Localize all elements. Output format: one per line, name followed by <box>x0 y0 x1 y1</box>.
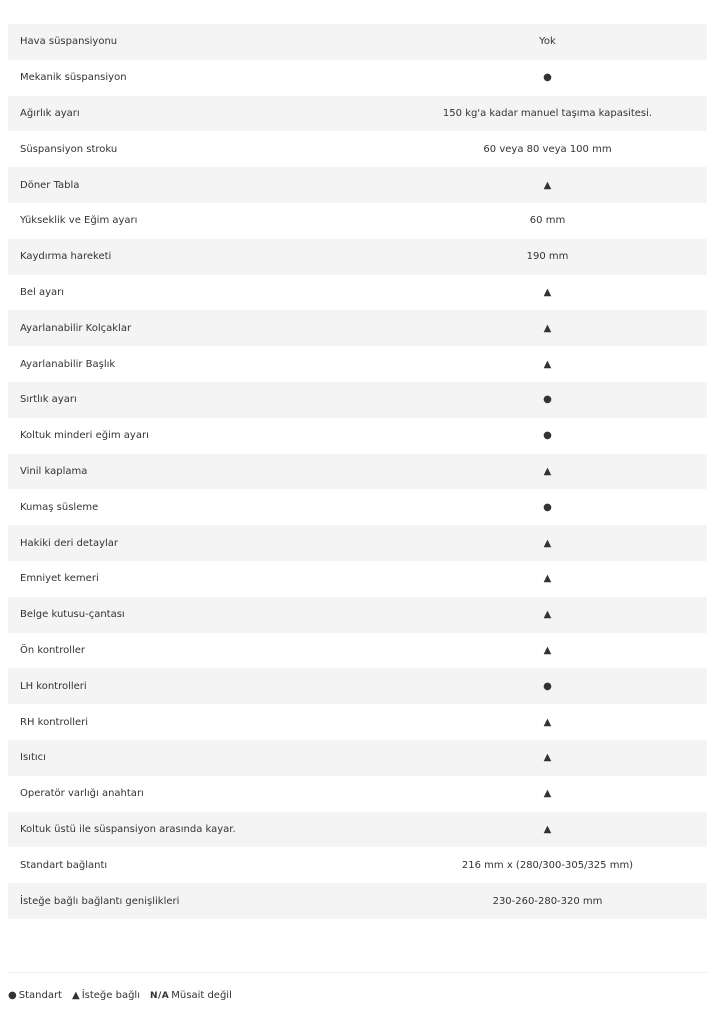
row-value: ▲ <box>543 286 552 298</box>
row-value: ▲ <box>543 537 552 549</box>
row-label: Emniyet kemeri <box>20 573 99 585</box>
row-value: ▲ <box>543 752 552 764</box>
legend-optional-label: İsteğe bağlı <box>81 990 140 1001</box>
table-row <box>8 776 707 812</box>
table-row <box>8 203 707 239</box>
table-row <box>8 454 707 490</box>
table-row <box>8 633 707 669</box>
table-row <box>8 131 707 167</box>
row-value: Yok <box>539 36 556 48</box>
row-label: Koltuk minderi eğim ayarı <box>20 430 149 442</box>
row-label: Yükseklik ve Eğim ayarı <box>20 215 138 227</box>
row-label: Kaydırma hareketi <box>20 251 112 263</box>
table-row <box>8 740 707 776</box>
row-value: 60 mm <box>529 215 566 227</box>
table-row <box>8 310 707 346</box>
table-row <box>8 883 707 919</box>
table-row <box>8 668 707 704</box>
row-label: Standart bağlantı <box>20 859 108 871</box>
row-label: Hava süspansiyonu <box>20 36 118 48</box>
row-label: Ayarlanabilir Başlık <box>20 358 116 370</box>
row-value: ● <box>543 680 552 692</box>
triangle-icon: ▲ <box>71 990 80 1001</box>
legend-optional <box>72 990 140 1001</box>
table-row <box>8 597 707 633</box>
row-value: 230-260-280-320 mm <box>492 895 603 907</box>
row-value: ▲ <box>543 322 552 334</box>
row-value: ▲ <box>543 716 552 728</box>
table-row <box>8 525 707 561</box>
row-label: Ağırlık ayarı <box>20 107 80 119</box>
row-label: Bel ayarı <box>20 286 65 298</box>
row-value: ▲ <box>543 788 552 800</box>
table-row <box>8 346 707 382</box>
row-label: Mekanik süspansiyon <box>20 72 127 84</box>
row-label: Ön kontroller <box>20 644 86 656</box>
row-label: Süspansiyon stroku <box>20 143 118 155</box>
row-value: ▲ <box>543 179 552 191</box>
row-value: ▲ <box>543 823 552 835</box>
table-row <box>8 561 707 597</box>
row-label: Belge kutusu-çantası <box>20 609 125 621</box>
row-label: Operatör varlığı anahtarı <box>20 788 144 800</box>
legend-standard-label: Standart <box>18 990 62 1001</box>
table-row <box>8 812 707 848</box>
spec-table <box>8 24 707 919</box>
row-value: ▲ <box>543 644 552 656</box>
row-label: İsteğe bağlı bağlantı genişlikleri <box>20 895 180 907</box>
row-value: 150 kg'a kadar manuel taşıma kapasitesi. <box>442 107 653 119</box>
row-label: Koltuk üstü ile süspansiyon arasında kayar. <box>20 823 236 835</box>
legend-divider <box>8 972 707 973</box>
row-value: ▲ <box>543 358 552 370</box>
table-row <box>8 167 707 203</box>
row-label: Döner Tabla <box>20 179 80 191</box>
table-row <box>8 382 707 418</box>
row-value: ▲ <box>543 465 552 477</box>
row-label: Sırtlık ayarı <box>20 394 77 406</box>
table-row <box>8 60 707 96</box>
circle-icon: ● <box>8 990 17 1001</box>
legend-standard <box>8 990 62 1001</box>
row-value: 216 mm x (280/300-305/325 mm) <box>461 859 634 871</box>
legend-na-label: Müsait değil <box>171 990 232 1001</box>
row-value: ● <box>543 501 552 513</box>
row-label: LH kontrolleri <box>20 680 87 692</box>
table-row <box>8 704 707 740</box>
row-value: ▲ <box>543 573 552 585</box>
row-value: ● <box>543 72 552 84</box>
table-row <box>8 239 707 275</box>
table-row <box>8 24 707 60</box>
na-symbol: N/A <box>149 990 170 1001</box>
table-row <box>8 489 707 525</box>
row-value: ● <box>543 430 552 442</box>
row-label: Hakiki deri detaylar <box>20 537 119 549</box>
row-label: Vinil kaplama <box>20 465 88 477</box>
row-value: 190 mm <box>526 251 569 263</box>
table-row <box>8 275 707 311</box>
table-row <box>8 418 707 454</box>
legend <box>8 990 242 1001</box>
row-value: ▲ <box>543 609 552 621</box>
row-label: RH kontrolleri <box>20 716 89 728</box>
table-row <box>8 96 707 132</box>
table-row <box>8 847 707 883</box>
legend-na <box>150 990 232 1001</box>
row-label: Kumaş süsleme <box>20 501 99 513</box>
row-value: ● <box>543 394 552 406</box>
row-label: Isıtıcı <box>20 752 46 764</box>
row-label: Ayarlanabilir Kolçaklar <box>20 322 132 334</box>
row-value: 60 veya 80 veya 100 mm <box>483 143 612 155</box>
